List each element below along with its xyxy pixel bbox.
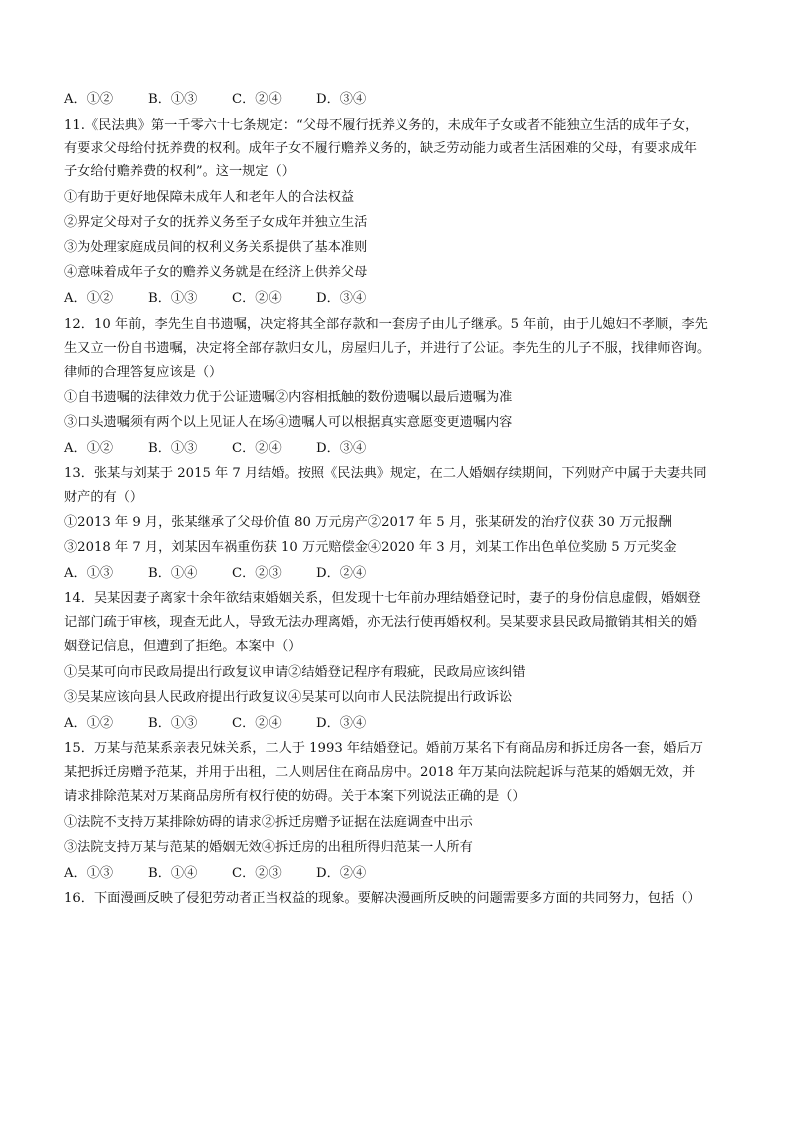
q11-stem-line-3: 子女给付赡养费的权利”。这一规定（） [64, 164, 295, 179]
q13-stem-line-2: 财产的有（） [64, 490, 144, 505]
q15-stem-line-3: 请求排除范某对万某商品房所有权行使的妨碍。关于本案下列说法正确的是（） [64, 789, 526, 804]
q11-stem-line-1: 11.《民法典》第一千零六十七条规定：“父母不履行抚养义务的，未成年子女或者不能独立生活的成年子女， [64, 118, 699, 133]
q12-stem-line-1: 12．10 年前，李先生自书遗嘱，决定将其全部存款和一套房子由儿子继承。5 年前，由于儿媳妇不孝顺，李先 [64, 317, 708, 332]
q11-option-b: B．①③ [148, 291, 198, 306]
q11-statement-2: ②界定父母对子女的抚养义务至子女成年并独立生活 [64, 215, 368, 230]
q13-statements-2: ③2018 年 7 月，刘某因车祸重伤获 10 万元赔偿金④2020 年 3 月，刘某工作出色单位奖励 5 万元奖金 [64, 540, 677, 555]
q13-option-a: A．①③ [64, 566, 114, 581]
q16-stem-line-1: 16．下面漫画反映了侵犯劳动者正当权益的现象。要解决漫画所反映的问题需要多方面的共同努力，包括（） [64, 891, 701, 906]
q14-option-a: A．①② [64, 716, 114, 731]
q13-stem-line-1: 13．张某与刘某于 2015 年 7 月结婚。按照《民法典》规定，在二人婚姻存续期间，下列财产中属于夫妻共同 [64, 466, 707, 481]
q10-option-a: A．①② [64, 92, 114, 107]
q14-stem-line-2: 记部门疏于审核，现查无此人，导致无法办理离婚，亦无法行使再婚权利。吴某要求县民政局撤销其相关的婚 [64, 615, 697, 630]
q14-option-c: C．②④ [232, 716, 282, 731]
q14-statements-1: ①吴某可向市民政局提出行政复议申请②结婚登记程序有瑕疵，民政局应该纠错 [64, 665, 526, 680]
q14-statements-2: ③吴某应该向县人民政府提出行政复议④吴某可以向市人民法院提出行政诉讼 [64, 690, 513, 705]
q11-option-d: D．③④ [316, 291, 367, 306]
q13-statements-1: ①2013 年 9 月，张某继承了父母价值 80 万元房产②2017 年 5 月，张某研发的治疗仪获 30 万元报酬 [64, 515, 672, 530]
q14-stem-line-3: 姻登记信息，但遭到了拒绝。本案中（） [64, 639, 302, 654]
q15-statements-1: ①法院不支持万某排除妨碍的请求②拆迁房赠予证据在法庭调查中出示 [64, 815, 473, 830]
q10-option-d: D．③④ [316, 92, 367, 107]
q11-option-a: A．①② [64, 291, 114, 306]
q12-stem-line-2: 生又立一份自书遗嘱，决定将全部存款归女儿，房屋归儿子，并进行了公证。李先生的儿子不服，找律师咨询。 [64, 341, 711, 356]
q12-option-b: B．①③ [148, 441, 198, 456]
q15-option-a: A．①③ [64, 866, 114, 881]
q15-stem-line-2: 某把拆迁房赠予范某，并用于出租，二人则居住在商品房中。2018 年万某向法院起诉与范某的婚姻无效，并 [64, 765, 696, 780]
q12-statements-2: ③口头遗嘱须有两个以上见证人在场④遗嘱人可以根据真实意愿变更遗嘱内容 [64, 415, 513, 430]
q12-statements-1: ①自书遗嘱的法律效力优于公证遗嘱②内容相抵触的数份遗嘱以最后遗嘱为准 [64, 390, 513, 405]
q13-option-c: C．②③ [232, 566, 282, 581]
q15-option-d: D．②④ [316, 866, 367, 881]
q15-stem-line-1: 15．万某与范某系亲表兄妹关系，二人于 1993 年结婚登记。婚前万某名下有商品房和拆迁房各一套，婚后万 [64, 741, 703, 756]
q11-statement-1: ①有助于更好地保障未成年人和老年人的合法权益 [64, 190, 355, 205]
q12-option-c: C．②④ [232, 441, 282, 456]
q13-option-b: B．①④ [148, 566, 198, 581]
q14-stem-line-1: 14．吴某因妻子离家十余年欲结束婚姻关系，但发现十七年前办理结婚登记时，妻子的身份信息虚假，婚姻登 [64, 591, 701, 606]
q12-option-d: D．③④ [316, 441, 367, 456]
q12-stem-line-3: 律师的合理答复应该是（） [64, 365, 223, 380]
q11-option-c: C．②④ [232, 291, 282, 306]
q13-option-d: D．②④ [316, 566, 367, 581]
q10-option-c: C．②④ [232, 92, 282, 107]
q15-option-b: B．①④ [148, 866, 198, 881]
q14-option-d: D．③④ [316, 716, 367, 731]
q15-option-c: C．②③ [232, 866, 282, 881]
q12-option-a: A．①② [64, 441, 114, 456]
q10-option-b: B．①③ [148, 92, 198, 107]
q11-stem-line-2: 有要求父母给付抚养费的权利。成年子女不履行赡养义务的，缺乏劳动能力或者生活困难的父母，有要求成年 [64, 141, 697, 156]
q11-statement-3: ③为处理家庭成员间的权利义务关系提供了基本准则 [64, 240, 368, 255]
q14-option-b: B．①③ [148, 716, 198, 731]
q11-statement-4: ④意味着成年子女的赡养义务就是在经济上供养父母 [64, 265, 368, 280]
q15-statements-2: ③法院支持万某与范某的婚姻无效④拆迁房的出租所得归范某一人所有 [64, 840, 473, 855]
